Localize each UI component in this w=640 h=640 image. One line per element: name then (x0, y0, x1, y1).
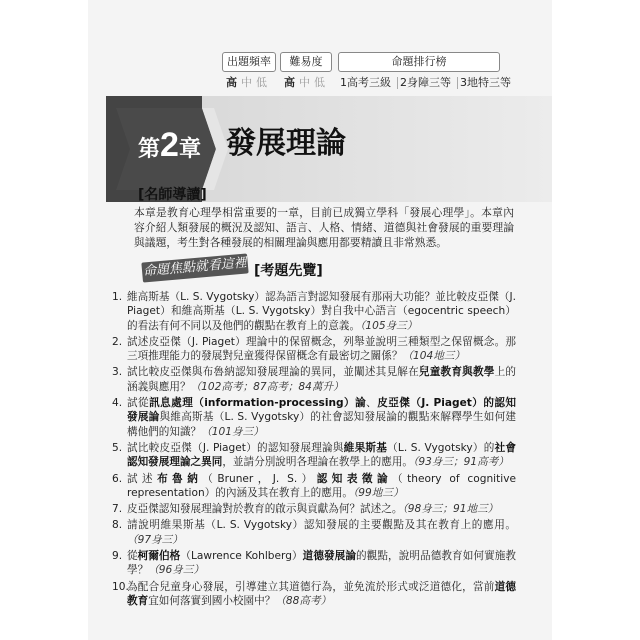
question-text: ，並請分別說明各理論在教學上的應用。 (222, 456, 414, 469)
difficulty-low: 低 (314, 76, 325, 89)
frequency-label-box (222, 52, 276, 72)
intro-text: 本章是教育心理學相當重要的一章，目前已成獨立學科「發展心理學」。本章內容介紹人類發展的概況及認知、語言、人格、情緒、道德與社會發展的重要理論與議題，考生對各種發展的相關理論與應用都要精讀且非常熟悉。 (134, 206, 514, 249)
chapter-number-label (138, 128, 201, 167)
question-text: 上的涵義與應用？ (127, 366, 517, 393)
ranking-item-3: 3地特三等 (460, 76, 511, 89)
question-number: 3. (112, 366, 123, 379)
question-text: 為配合兒童身心發展，引導建立其道德行為，並免流於形式或泛道德化，當前 (127, 580, 495, 593)
preview-heading: [考題先覽] (254, 263, 323, 279)
question-source: （104地三） (402, 350, 466, 363)
question-source: （88高考） (275, 594, 332, 607)
intro-heading: [名師導讀] (138, 187, 207, 203)
question-source: （96身三） (148, 564, 205, 577)
question-item (112, 518, 516, 547)
chapter-suffix: 章 (178, 137, 201, 162)
question-number: 2. (112, 335, 123, 348)
question-keyword: 維果斯基 (343, 441, 388, 454)
question-source: （101身三） (201, 425, 264, 438)
question-number: 8. (112, 519, 123, 532)
question-keyword: 社會認知發展理論之異同 (127, 441, 517, 469)
question-text: 皮亞傑認知發展理論對於教育的啟示與貢獻為何？試述之。 (127, 503, 403, 516)
question-source: （93身三；91高考） (413, 456, 509, 469)
frequency-high: 高 (226, 76, 237, 89)
question-text: 試述皮亞傑（J. Piaget）理論中的保留概念，列舉並說明三種類型之保留概念。那三項推理能力的發展對兒童獲得保留概念有最密切之關係？ (127, 335, 516, 363)
question-source: （99地三） (353, 486, 404, 499)
ranking-divider (457, 77, 458, 89)
question-text: 與維高斯基（L. S. Vygotsky）的社會認知發展論的觀點來解釋學生如何建構他們的知識？ (127, 411, 517, 438)
question-text: 、 (366, 397, 378, 410)
question-number: 4. (112, 397, 123, 410)
frequency-mid: 中 (241, 76, 252, 89)
ranking-item-1: 1高考三級 (340, 76, 391, 89)
question-text: 試述 (127, 472, 158, 485)
question-item (112, 502, 516, 516)
difficulty-high: 高 (284, 76, 295, 89)
question-source: （105身三） (360, 319, 418, 332)
difficulty-label-box (280, 52, 332, 72)
question-text: （theory of cognitive representation）的內涵及其在教育上的應用。 (127, 472, 517, 499)
ranking-divider (397, 77, 398, 89)
question-text: 的觀點，說明品德教育如何實施教學？ (127, 550, 517, 577)
chapter-prefix: 第 (138, 137, 161, 162)
frequency-levels (226, 76, 271, 90)
chapter-title: 發展理論 (226, 126, 346, 161)
question-number: 9. (112, 550, 123, 563)
question-number: 10. (112, 580, 129, 593)
question-text: （Lawrence Kohlberg） (180, 550, 303, 563)
frequency-low: 低 (256, 76, 267, 89)
question-item (112, 396, 516, 439)
question-keyword: 訊息處理（information-processing）論 (149, 397, 367, 410)
question-item (112, 441, 516, 470)
question-number: 7. (112, 503, 123, 516)
question-number: 1. (112, 291, 123, 303)
frequency-label: 出題頻率 (227, 55, 271, 68)
question-item (112, 335, 516, 364)
question-keyword: 認知表徵論 (316, 472, 393, 485)
ranking-label-box (338, 52, 500, 72)
question-text: 試從 (127, 397, 150, 410)
question-keyword: 布魯納 (157, 472, 203, 485)
ranking-label: 命題排行榜 (391, 55, 447, 68)
focus-banner: 命題焦點就看這裡 (141, 253, 248, 282)
ranking-list (340, 76, 515, 90)
question-item (112, 472, 516, 501)
question-keyword: 道德教育 (127, 580, 516, 607)
question-text: 試比較皮亞傑（J. Piaget）的認知發展理論與 (127, 441, 344, 454)
question-text: （L. S. Vygotsky）的 (387, 441, 495, 454)
question-text: （Bruner，J. S.） (202, 472, 317, 485)
question-keyword: 皮亞傑（J. Piaget）的認知發展論 (127, 397, 517, 424)
difficulty-label: 難易度 (289, 55, 323, 68)
difficulty-mid: 中 (299, 76, 310, 89)
question-text: 試比較皮亞傑與布魯納認知發展理論的異同，並闡述其見解在 (127, 366, 419, 379)
question-text: 維高斯基（L. S. Vygotsky）認為語言對認知發展有那兩大功能？並比較皮亞傑（J. Piaget）和維高斯基（L. S. Vygotsky）對自我中心語言（egocentric speech）的看法有何不同以及他們的觀點在教育上的意義。 (127, 291, 516, 332)
question-item (112, 290, 516, 333)
question-text: 宜如何落實到國小校園中？ (148, 594, 276, 607)
chapter-number: 2 (160, 126, 179, 164)
question-item (112, 365, 516, 394)
difficulty-levels (284, 76, 329, 90)
question-source: （98身三；91地三） (402, 503, 499, 516)
question-source: （97身三） (127, 533, 183, 546)
ranking-item-2: 2身障三等 (400, 76, 451, 89)
question-keyword: 柯爾伯格 (137, 550, 181, 563)
question-number: 6. (112, 472, 123, 485)
question-source: （102高考；87高考；84萬升） (190, 380, 344, 393)
question-keyword: 道德發展論 (302, 550, 357, 563)
question-text: 請說明維果斯基（L. S. Vygotsky）認知發展的主要觀點及其在教育上的應用。 (127, 519, 516, 532)
question-item (112, 549, 516, 578)
question-keyword: 兒童教育與教學 (418, 366, 495, 379)
question-list (112, 290, 516, 610)
question-number: 5. (112, 441, 123, 454)
question-text: 從 (127, 550, 138, 563)
question-item (112, 580, 516, 609)
